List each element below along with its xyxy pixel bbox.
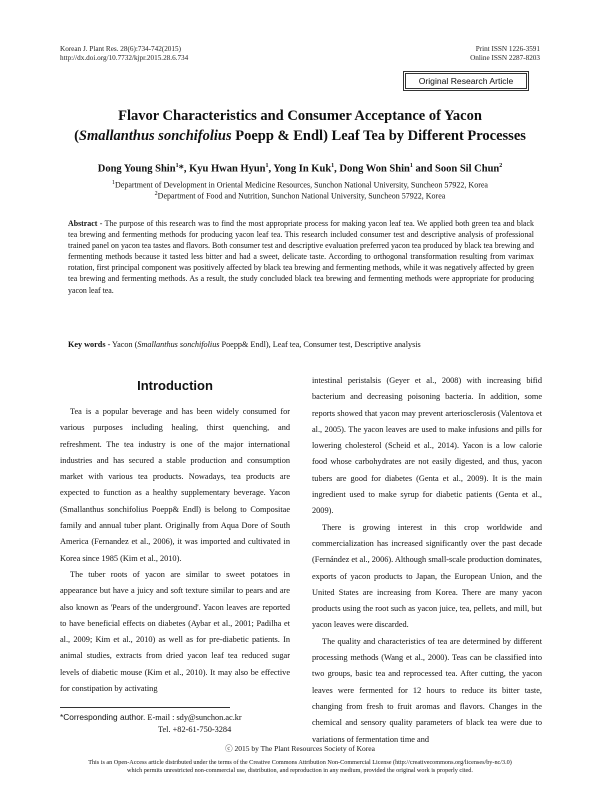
author-1: Dong Young Shin	[97, 163, 176, 175]
author-3: , Yong In Kuk	[268, 163, 332, 175]
author-1-affil: 1	[175, 163, 179, 169]
corresponding-author	[60, 711, 300, 736]
corresponding-email[interactable]: E-mail : sdy@sunchon.ac.kr	[145, 713, 242, 722]
right-column	[312, 373, 542, 744]
left-column	[60, 404, 290, 700]
author-2-affil: 1	[265, 163, 269, 169]
print-issn: Print ISSN 1226-3591	[475, 45, 540, 53]
footnote-divider	[60, 707, 230, 708]
abstract	[68, 218, 534, 296]
keywords	[68, 339, 538, 350]
journal-header-left	[60, 45, 188, 63]
title-paren: (	[74, 128, 79, 144]
doi-link[interactable]: http://dx.doi.org/10.7732/kjpr.2015.28.6.734	[60, 54, 189, 62]
title-species: Smallanthus sonchifolius	[78, 128, 232, 144]
author-list	[40, 160, 560, 176]
affiliation-2-text: Department of Food and Nutrition, Sunchon National University, Suncheon 57922, Korea	[157, 191, 446, 201]
author-4: , Dong Won Shin	[334, 163, 410, 175]
abstract-label: Abstract	[68, 219, 98, 228]
online-issn: Online ISSN 2287-8203	[470, 54, 540, 62]
license-line-1: This is an Open-Access article distributed under the terms of the Creative Commons Attribution Non-Commercial License (http://creativecommons.org/licenses/by-nc/3.0)	[88, 759, 512, 766]
keywords-pre: - Yacon (	[105, 340, 138, 349]
author-5-affil: 2	[499, 163, 503, 169]
intro-paragraph-4: There is growing interest in this crop worldwide and commercialization has increased significantly over the past decade (Fernández et al., 2006). Although small-scale production dominates, exports of yacon products to Japan, the European Union, and the United States are increasing from Korea. There are many yacon products using the root such as yacon juice, tea, pellets, and mill, but yacon leaves were discarded.	[312, 522, 542, 630]
intro-paragraph-3: intestinal peristalsis (Geyer et al., 2008) with increasing bifid bacterium and decreasing poisoning bacteria. In addition, some reports showed that yacon may prevent arteriosclerosis (Valentova et al., 2005). The yacon leaves are used to make infusions and pills for lowering cholesterol (Scheid et al., 2014). Yacon is a low calorie food whose carbohydrates are not easily digested, and thus, yacon tubers are good for diabetes (Genta et al., 2009). It is the main ingredient used to make syrup for diabetic patients (Genta et al., 2009).	[312, 376, 542, 516]
author-2: , Kyu Hwan Hyun	[183, 163, 266, 175]
corresponding-mark: *	[178, 163, 184, 175]
intro-paragraph-2: The tuber roots of yacon are similar to sweet potatoes in appearance but have a juicy and soft texture similar to pears and are also known as 'Pears of the underground'. Yacon leaves are reported to have beneficial effects on diabetes (Aybar et al., 2001; Padilha et al., 2009; Kim et al., 2010) as well as for pre-diabetic patients. In animal studies, extracts from dried yacon leaf tea reduced sugar levels of diabetic mouse (Kim et al., 2010). It may also be effective for constipation by activating	[60, 569, 290, 694]
copyright-notice: ⓒ 2015 by The Plant Resources Society of Korea	[225, 744, 375, 753]
paper-title-line2	[40, 126, 560, 146]
keywords-post: Poepp& Endl), Leaf tea, Consumer test, Descriptive analysis	[219, 340, 421, 349]
article-type-badge: Original Research Article	[405, 73, 527, 89]
paper-title-line1: Flavor Characteristics and Consumer Acceptance of Yacon	[118, 108, 482, 124]
affiliation-1-text: Department of Development in Oriental Medicine Resources, Sunchon National University, Suncheon 57922, Korea	[115, 180, 488, 190]
author-3-affil: 1	[331, 163, 335, 169]
title-rest: Poepp & Endl) Leaf Tea by Different Processes	[231, 128, 526, 144]
license-line-2: which permits unrestricted non-commercial use, distribution, and reproduction in any medium, provided the original work is properly cited.	[127, 767, 473, 774]
intro-paragraph-1: Tea is a popular beverage and has been widely consumed for various purposes including healing, thirst quenching, and refreshment. The tea industry is one of the major international industries and has secured a stable production and consumption market with various tea products. Nowadays, tea products are expected to function as a healthy supplementary beverage. Yacon (Smallanthus sonchifolius Poepp& Endl) is belong to Compositae family and annual tuber plant. Originally from Aqua Dore of South America (Fernandez et al., 2006), it was imported and cultivated in Korea since 1985 (Kim et al., 2010).	[60, 407, 290, 563]
journal-header-right	[470, 45, 540, 63]
affiliation-2-mark: 2	[154, 191, 158, 197]
section-heading-introduction: Introduction	[137, 378, 213, 393]
corresponding-line	[60, 711, 300, 724]
corresponding-label: *Corresponding author.	[60, 712, 146, 722]
corresponding-tel: Tel. +82-61-750-3284	[158, 725, 232, 734]
abstract-text: - The purpose of this research was to find the most appropriate process for making yacon leaf tea. We applied both green tea and black tea brewing and fermenting methods for producing yacon leaf tea. This research included consumer test and descriptive analysis of professional trained panel on yacon tea tastes and flavors. Both consumer test and descriptive evaluation preferred yacon tea produced by black tea brewing and fermenting methods because it tasted less bitter and had a sweet, delicate taste. According to orthogonal transformation resulting from varimax rotation, first principal component was positively affected by black tea brewing and fermenting methods, while it was negatively affected by green tea brewing and fermenting methods. As a result, the study concluded black tea brewing and fermenting methods were appropriate for producing yacon leaf tea.	[68, 219, 534, 295]
affiliation-1-mark: 1	[112, 180, 116, 186]
affiliation-2	[40, 189, 560, 202]
keywords-species: Smallanthus sonchifolius	[137, 340, 220, 349]
intro-paragraph-5: The quality and characteristics of tea are determined by different processing methods (Wang et al., 2000). Teas can be classified into two groups, basic tea and reprocessed tea. After cutting, the yacon leaves were fermented for 12 hours to reduce its bitter taste, changing from fresh to fruit aromas and flavors. Changes in the chemical and sensory quality parameters of black tea were due to variations of fermentation time and	[312, 636, 542, 744]
journal-citation: Korean J. Plant Res. 28(6):734-742(2015)	[60, 45, 181, 53]
author-4-affil: 1	[409, 163, 413, 169]
author-5: and Soon Sil Chun	[412, 163, 500, 175]
keywords-label: Key words	[68, 340, 106, 349]
